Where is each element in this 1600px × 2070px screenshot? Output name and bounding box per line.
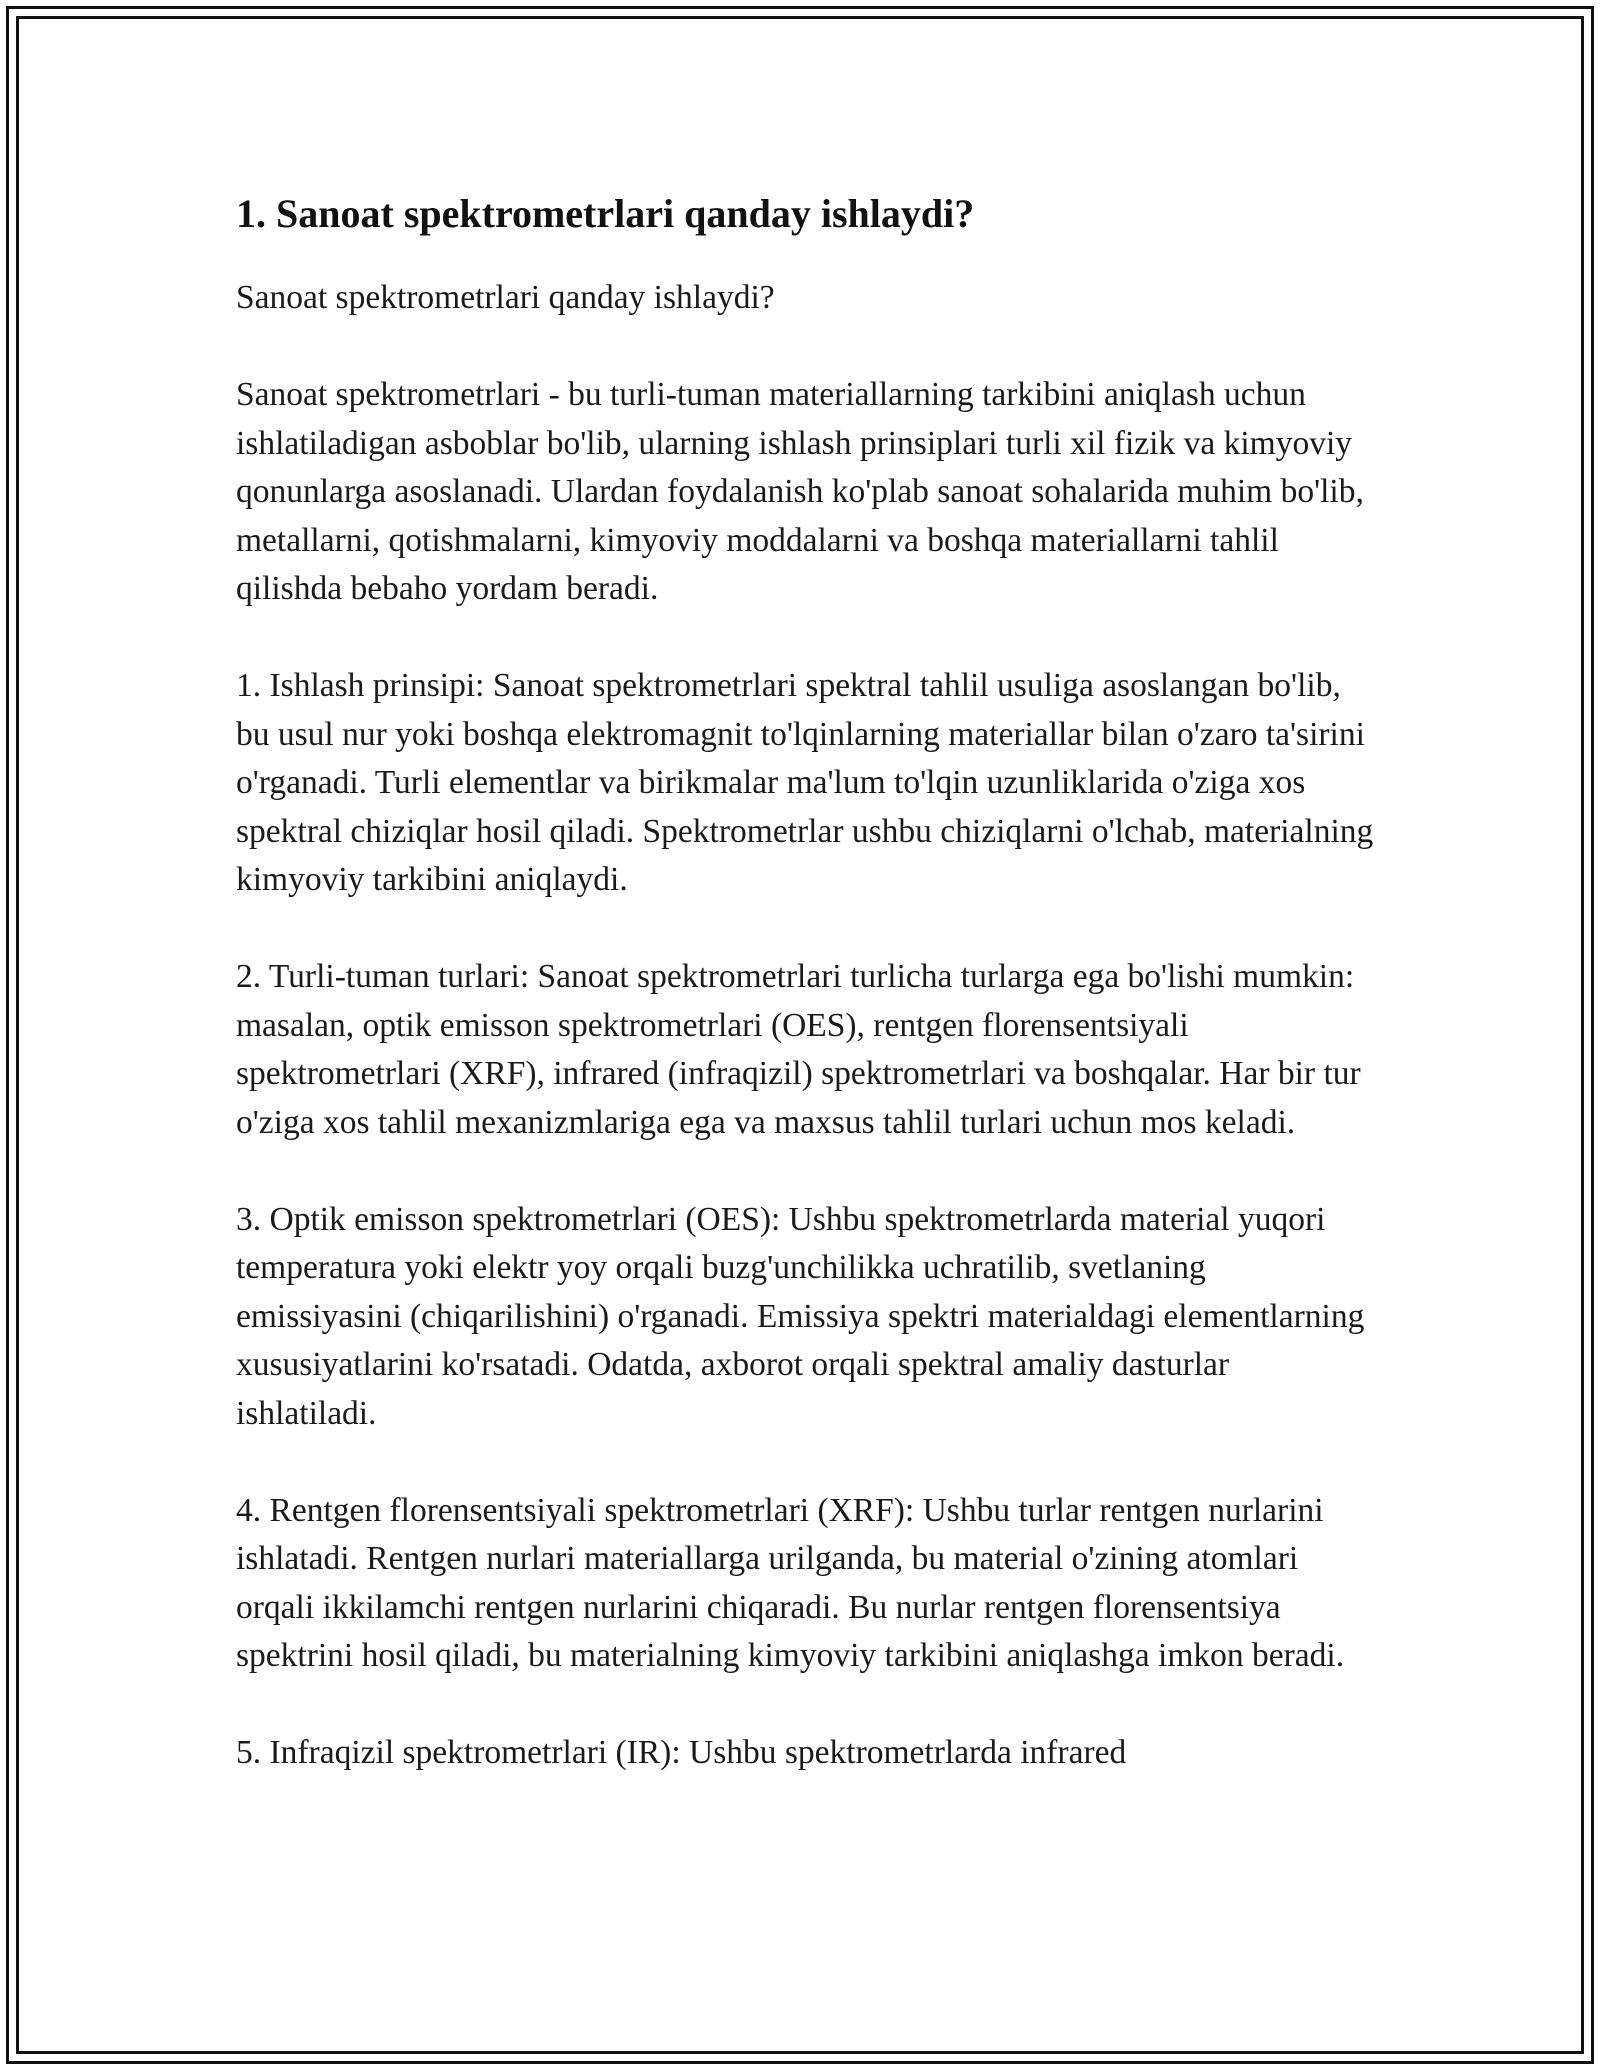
- paragraph-principle: 1. Ishlash prinsipi: Sanoat spektrometrlari spektral tahlil usuliga asoslangan bo'lib, bu usul nur yoki boshqa elektromagnit to'lqinlarning materiallar bilan o'zaro ta'sirini o'rganadi. Turli elementlar va birikmalar ma'lum to'lqin uzunliklarida o'ziga xos spektral chiziqlar hosil qiladi. Spektrometrlar ushbu chiziqlarni o'lchab, materialning kimyoviy tarkibini aniqlaydi.: [236, 667, 1374, 898]
- paragraph-oes: 3. Optik emisson spektrometrlari (OES): Ushbu spektrometrlarda material yuqori temperatura yoki elektr yoy orqali buzg'unchilikka uchratilib, svetlaning emissiyasini (chiqarilishini) o'rganadi. Emissiya spektri materialdagi elementlarning xususiyatlarini ko'rsatadi. Odatda, axborot orqali spektral amaliy dasturlar ishlatiladi.: [236, 1200, 1365, 1432]
- document-body: [236, 188, 1376, 1826]
- document-heading: 1. Sanoat spektrometrlari qanday ishlaydi?: [236, 191, 975, 236]
- paragraph-xrf: 4. Rentgen florensentsiyali spektrometrlari (XRF): Ushbu turlar rentgen nurlarini ishlatadi. Rentgen nurlari materiallarga urilganda, bu material o'zining atomlari orqali ikkilamchi rentgen nurlarini chiqaradi. Bu nurlar rentgen florensentsiya spektrini hosil qiladi, bu materialning kimyoviy tarkibini aniqlashga imkon beradi.: [236, 1491, 1345, 1674]
- paragraph-intro: Sanoat spektrometrlari - bu turli-tuman materiallarning tarkibini aniqlash uchun ishlatiladigan asboblar bo'lib, ularning ishlash prinsiplari turli xil fizik va kimyoviy qonunlarga asoslanadi. Ulardan foydalanish ko'plab sanoat sohalarida muhim bo'lib, metallarni, qotishmalarni, kimyoviy moddalarni va boshqa materiallarni tahlil qilishda bebaho yordam beradi.: [236, 376, 1364, 607]
- paragraph-subtitle: Sanoat spektrometrlari qanday ishlaydi?: [236, 279, 775, 316]
- paragraph-ir: 5. Infraqizil spektrometrlari (IR): Ushbu spektrometrlarda infrared: [236, 1734, 1127, 1771]
- paragraph-types: 2. Turli-tuman turlari: Sanoat spektrometrlari turlicha turlarga ega bo'lishi mumkin: masalan, optik emisson spektrometrlari (OES), rentgen florensentsiyali spektrometrlari (XRF), infrared (infraqizil) spektrometrlari va boshqalar. Har bir tur o'ziga xos tahlil mexanizmlariga ega va maxsus tahlil turlari uchun mos keladi.: [236, 958, 1361, 1141]
